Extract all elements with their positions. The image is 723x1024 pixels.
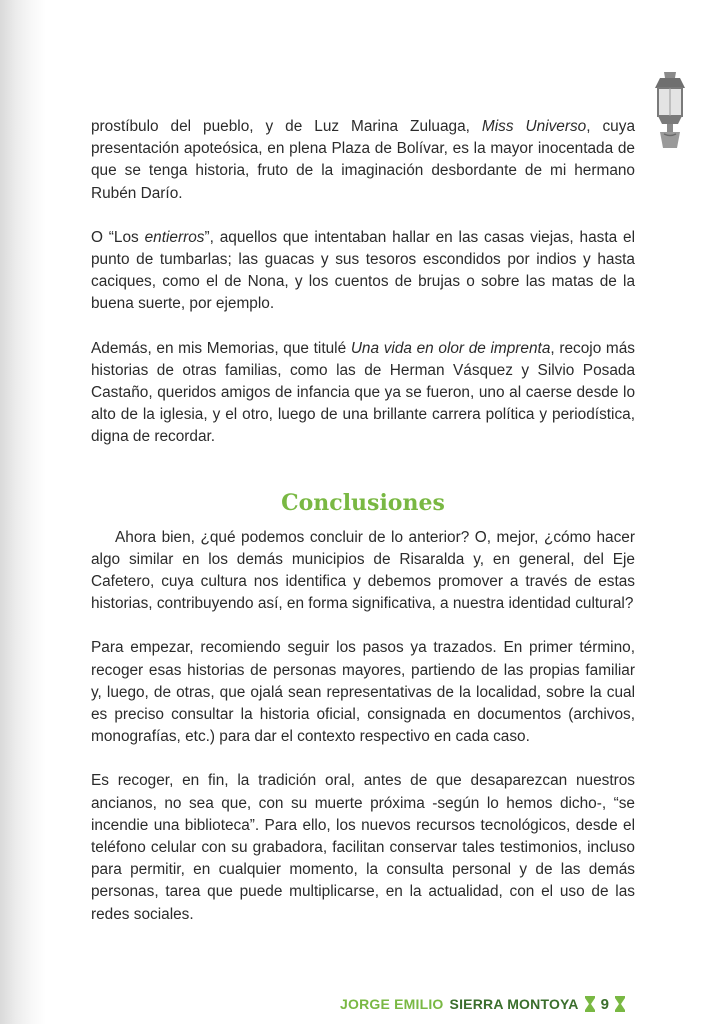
paragraph-5: Para empezar, recomiendo seguir los pasos ya trazados. En primer término, recoger esas historias de personas mayores, partiendo de las propias familiar y, luego, de otras, que ojalá sean representativas de la localidad, sobre la cual es preciso consultar la historia oficial, consignada en documentos (archivos, monografías, etc.) para dar el contexto respectivo en cada caso. xyxy=(91,639,635,746)
paragraph-3: Además, en mis Memorias, que titulé Una vida en olor de imprenta, recojo más historias de otras familias, como las de Herman Vásquez y Silvio Posada Castaño, queridos amigos de infancia que ya se fueron, uno al caerse desde lo alto de la iglesia, y el otro, luego de una brillante carrera política y periodística, digna de recordar. xyxy=(91,339,635,446)
page-gutter-shadow xyxy=(0,0,46,1024)
page-number: 9 xyxy=(600,995,610,1013)
footer-author-first: JORGE EMILIO xyxy=(340,996,444,1012)
page-body xyxy=(91,116,635,948)
paragraph-4: Ahora bien, ¿qué podemos concluir de lo anterior? O, mejor, ¿cómo hacer algo similar en los demás municipios de Risaralda y, en general, del Eje Cafetero, cuya cultura nos identifica y debemos promover a través de estas historias, contribuyendo así, en forma significativa, a nuestra identidad cultural? xyxy=(91,528,635,613)
paragraph-2: O “Los entierros”, aquellos que intentaban hallar en las casas viejas, hasta el punto de tumbarlas; las guacas y sus tesoros escondidos por indios y hasta caciques, como el de Nona, y los cuentos de brujas o sobre las matas de la buena suerte, por ejemplo. xyxy=(91,228,635,313)
paragraph-1: prostíbulo del pueblo, y de Luz Marina Zuluaga, Miss Universo, cuya presentación apoteósica, en plena Plaza de Bolívar, es la mayor inocentada de que se tenga historia, fruto de la imaginación desbordante de mi hermano Rubén Darío. xyxy=(91,118,636,202)
page-footer xyxy=(340,992,670,1016)
hourglass-icon xyxy=(585,996,595,1012)
footer-author-last: SIERRA MONTOYA xyxy=(449,996,579,1012)
street-lamp-icon xyxy=(650,70,690,150)
paragraph-6: Es recoger, en fin, la tradición oral, antes de que desaparezcan nuestros ancianos, no sea que, con su muerte próxima -según lo hemos dicho-, “se incendie una biblioteca”. Para ello, los nuevos recursos tecnológicos, desde el teléfono celular con su grabadora, facilitan conservar tales testimonios, incluso para permitir, en cualquier momento, la consulta personal y de las demás personas, tarea que puede multiplicarse, en la actualidad, con el uso de las redes sociales. xyxy=(91,772,635,923)
hourglass-icon xyxy=(615,996,625,1012)
section-heading: Conclusiones xyxy=(281,489,445,516)
